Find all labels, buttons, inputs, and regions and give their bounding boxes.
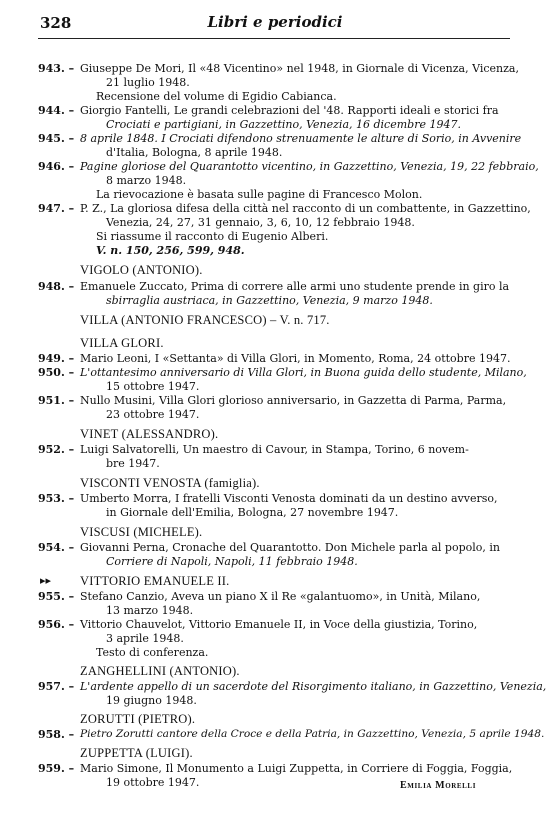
section-heading: VILLA (ANTONIO FRANCESCO) – V. n. 717. — [80, 313, 330, 327]
section-heading: VILLA GLORI. — [80, 336, 164, 350]
header-rule — [38, 38, 510, 39]
entry-note: Recensione del volume di Egidio Cabianca. — [96, 90, 337, 103]
entry-text: d'Italia, Bologna, 8 aprile 1948. — [106, 146, 283, 159]
entry-text: Giovanni Perna, Cronache del Quarantotto. Don Michele parla al popolo, in — [80, 541, 500, 554]
section-heading: VIGOLO (ANTONIO). — [80, 263, 203, 277]
entry-text: Giorgio Fantelli, Le grandi celebrazioni del '48. Rapporti ideali e storici fra — [80, 104, 499, 117]
entry-number: 954. – — [38, 541, 75, 554]
entry-number: 947. – — [38, 202, 75, 215]
entry-number: 951. – — [38, 394, 75, 407]
entry-number: 953. – — [38, 492, 75, 505]
entry-number: 948. – — [38, 280, 75, 293]
entry-number: 943. – — [38, 62, 75, 75]
entry-text: Pagine gloriose del Quarantotto vicentino, in Gazzettino, Venezia, 19, 22 febbraio, — [80, 160, 539, 173]
entry-number: 952. – — [38, 443, 75, 456]
entry-number: 950. – — [38, 366, 75, 379]
entry-text: 19 ottobre 1947. — [106, 776, 200, 789]
entry-note: La rievocazione è basata sulle pagine di Francesco Molon. — [96, 188, 423, 201]
entry-text: bre 1947. — [106, 457, 160, 470]
entry-number: 958. – — [38, 728, 75, 741]
entry-text: L'ottantesimo anniversario di Villa Glori, in Buona guida dello studente, Milano, — [80, 366, 527, 379]
running-title: Libri e periodici — [207, 13, 343, 31]
entry-note: Si riassume il racconto di Eugenio Alberi. — [96, 230, 329, 243]
entry-text: 15 ottobre 1947. — [106, 380, 200, 393]
entry-text: 23 ottobre 1947. — [106, 408, 200, 421]
section-heading: VINET (ALESSANDRO). — [80, 427, 219, 441]
entry-text: Vittorio Chauvelot, Vittorio Emanuele II, in Voce della giustizia, Torino, — [80, 618, 478, 631]
entry-text: Pietro Zorutti cantore della Croce e della Patria, in Gazzettino, Venezia, 5 aprile 1948. — [80, 728, 545, 740]
entry-number: 946. – — [38, 160, 75, 173]
page-number: 328 — [40, 14, 72, 32]
section-heading: ZANGHELLINI (ANTONIO). — [80, 664, 240, 678]
entry-text: Luigi Salvatorelli, Un maestro di Cavour, in Stampa, Torino, 6 novem- — [80, 443, 469, 456]
entry-number: 956. – — [38, 618, 75, 631]
entry-text: sbirraglia austriaca, in Gazzettino, Venezia, 9 marzo 1948. — [106, 294, 433, 307]
entry-number: 955. – — [38, 590, 75, 603]
entry-text: Corriere di Napoli, Napoli, 11 febbraio 1948. — [106, 555, 358, 568]
entry-text: P. Z., La gloriosa difesa della città nel racconto di un combattente, in Gazzettino, — [80, 202, 531, 215]
page-header — [30, 10, 520, 32]
entry-text: 8 marzo 1948. — [106, 174, 187, 187]
entry-number: 945. – — [38, 132, 75, 145]
entry-number: 957. – — [38, 680, 75, 693]
author-signature: Emilia Morelli — [400, 780, 477, 791]
entry-text: 19 giugno 1948. — [106, 694, 197, 707]
entry-note: Testo di conferenza. — [96, 646, 209, 659]
entry-text: Stefano Canzio, Aveva un piano X il Re «galantuomo», in Unità, Milano, — [80, 590, 481, 603]
entry-text: Umberto Morra, I fratelli Visconti Venosta dominati da un destino avverso, — [80, 492, 498, 505]
cross-reference: V. n. 150, 256, 599, 948. — [96, 244, 245, 257]
entry-text: Venezia, 24, 27, 31 gennaio, 3, 6, 10, 12 febbraio 1948. — [106, 216, 415, 229]
entry-number: 959. – — [38, 762, 75, 775]
entry-text: 8 aprile 1848. I Crociati difendono strenuamente le alture di Sorio, in Avvenire — [80, 132, 522, 145]
entry-text: Mario Simone, Il Monumento a Luigi Zuppetta, in Corriere di Foggia, Foggia, — [80, 762, 513, 775]
section-heading: VISCONTI VENOSTA (famiglia). — [80, 476, 260, 490]
entry-text: 3 aprile 1948. — [106, 632, 184, 645]
section-heading: ZORUTTI (PIETRO). — [80, 712, 196, 726]
margin-mark: ▸▸ — [40, 574, 52, 587]
section-heading: VITTORIO EMANUELE II. — [80, 574, 230, 588]
section-heading: VISCUSI (MICHELE). — [80, 525, 203, 539]
entry-number: 949. – — [38, 352, 75, 365]
entry-text: 13 marzo 1948. — [106, 604, 194, 617]
entry-text: 21 luglio 1948. — [106, 76, 190, 89]
entry-text: Giuseppe De Mori, Il «48 Vicentino» nel 1948, in Giornale di Vicenza, Vicenza, — [80, 62, 519, 75]
entry-text: Emanuele Zuccato, Prima di correre alle armi uno studente prende in giro la — [80, 280, 510, 293]
section-heading: ZUPPETTA (LUIGI). — [80, 746, 193, 760]
entry-text: L'ardente appello di un sacerdote del Risorgimento italiano, in Gazzettino, Venezia, — [80, 680, 547, 693]
entry-text: Nullo Musini, Villa Glori glorioso anniversario, in Gazzetta di Parma, Parma, — [80, 394, 507, 407]
entry-text: Crociati e partigiani, in Gazzettino, Venezia, 16 dicembre 1947. — [106, 118, 461, 131]
entry-text: Mario Leoni, I «Settanta» di Villa Glori, in Momento, Roma, 24 ottobre 1947. — [80, 352, 511, 365]
entry-text: in Giornale dell'Emilia, Bologna, 27 novembre 1947. — [106, 506, 399, 519]
entry-number: 944. – — [38, 104, 75, 117]
